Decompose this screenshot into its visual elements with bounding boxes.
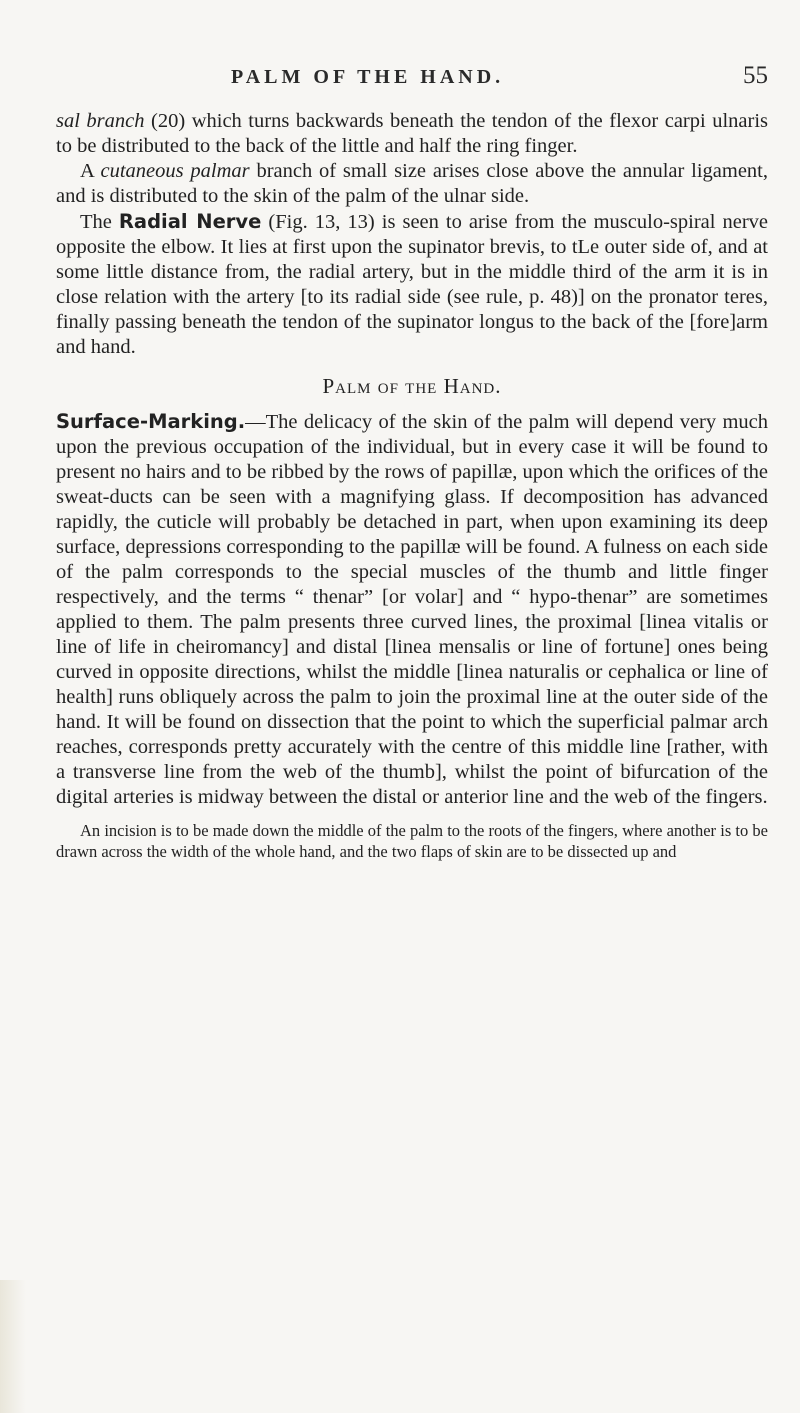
italic-term: cutaneous palmar [100,160,250,182]
paragraph-dorsal-branch [56,109,768,159]
bold-term: Surface-Marking. [56,410,246,433]
paragraph-text: (20) which turns backwards beneath the tendon of the flexor carpi ulnaris to be distributed to the back of the little and half the ring finger. [56,110,768,157]
paragraph-lead: A [80,160,101,182]
running-head: PALM OF THE HAND. [231,66,505,88]
paragraph-text: (Fig. 13, 13) is seen to arise from the musculo-spiral nerve opposite the elbow. It lies at first upon the supinator brevis, to tLe outer side of, and at some little distance from, the radial artery, but in the middle third of the arm it is in close relation with the artery [to its radial side (see rule, p. 48)] on the pronator teres, finally passing beneath the tendon of the supinator longus to the back of the [fore]arm and hand. [56,211,769,358]
paragraph-text: branch of small size arises close above the annular ligament, and is distributed to the skin of the palm of the ulnar side. [56,160,768,207]
page-edge-shadow [0,1280,26,1413]
paragraph-text: An incision is to be made down the middle of the palm to the roots of the fingers, where another is to be drawn across the width of the whole hand, and the two flaps of skin are to be dissected up and [56,821,768,861]
paragraph-cutaneous-palmar [56,159,768,209]
page-header [56,62,768,96]
paragraph-surface-marking [56,409,768,810]
body-text [56,109,768,862]
paragraph-radial-nerve [56,209,768,360]
section-heading: Palm of the Hand. [322,374,502,398]
bold-term: Radial Nerve [118,210,262,233]
paragraph-lead: The [80,211,119,233]
paragraph-text: —The delicacy of the skin of the palm will depend very much upon the previous occupation of the individual, but in every case it will be found to present no hairs and to be ribbed by the rows of papillæ, upon which the orifices of the sweat-ducts can be seen with a magnifying glass. If decomposition has advanced rapidly, the cuticle will probably be detached in part, when upon examining its deep surface, depressions corresponding to the papillæ will be found. A fulness on each side of the palm corresponds to the special muscles of the thumb and little finger respectively, and the terms “ thenar” [or volar] and “ hypo-thenar” are sometimes applied to them. The palm presents three curved lines, the proximal [linea vitalis or line of life in cheiromancy] and distal [linea mensalis or line of fortune] ones being curved in opposite directions, whilst the middle [linea naturalis or cephalica or line of health] runs obliquely across the palm to join the proximal line at the outer side of the hand. It will be found on dissection that the point to which the superficial palmar arch reaches, corresponds pretty accurately with the centre of this middle line [rather, with a transverse line from the web of the thumb], whilst the point of bifurcation of the digital arteries is midway between the distal or anterior line and the web of the fingers. [56,411,768,808]
italic-term: sal branch [56,110,145,132]
paragraph-incision-instructions [56,820,768,862]
page-number: 55 [743,62,768,89]
